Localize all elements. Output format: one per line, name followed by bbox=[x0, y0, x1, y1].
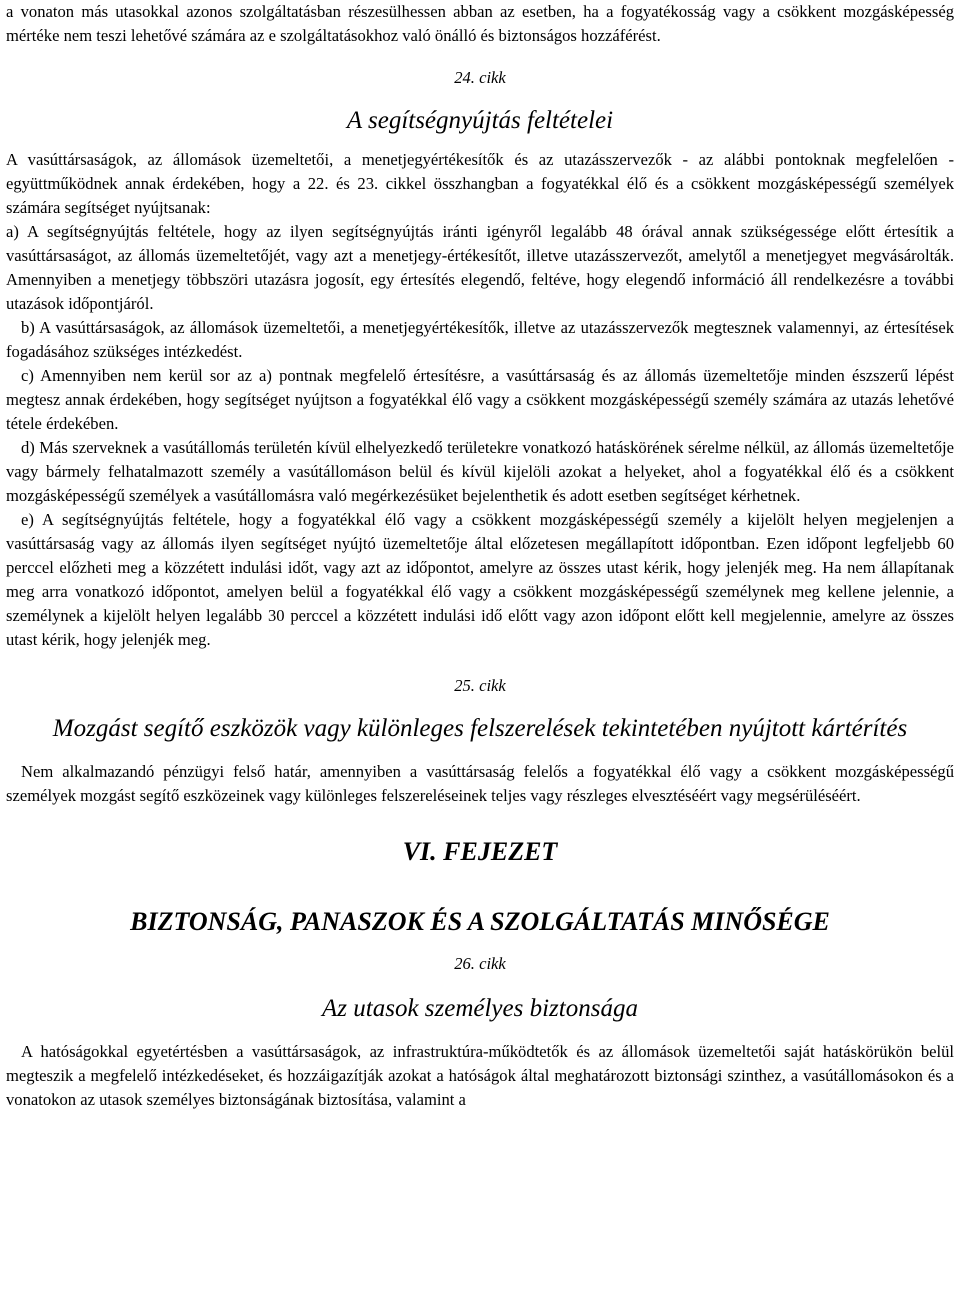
article-24-intro: A vasúttársaságok, az állomások üzemeltetői, a menetjegyértékesítők és az utazásszervezők - az alábbi pontoknak megfelelően - együttműködnek annak érdekében, hogy a 22. és 23. cikkel összhangban a fogyatékkal élő és a csökkent mozgásképességű személyek számára segítséget nyújtsanak: bbox=[6, 150, 954, 217]
intro-paragraph: a vonaton más utasokkal azonos szolgáltatásban részesülhessen abban az esetben, ha a fogyatékosság vagy a csökkent mozgásképesség mértéke nem teszi lehetővé számára az e szolgáltatásokhoz való önálló és biztonságos hozzáférést. bbox=[6, 2, 954, 45]
chapter-number: VI. FEJEZET bbox=[402, 837, 558, 866]
article-24-point-c: c) Amennyiben nem kerül sor az a) pontnak megfelelő értesítésre, a vasúttársaság és az állomás üzemeltetője minden észszerű lépést megtesz annak érdekében, hogy segítséget nyújtson a fogyatékkal élő vagy a csökkent mozgásképességű személy számára az utazás lehetővé tétele érdekében. bbox=[6, 366, 954, 433]
article-25-title: Mozgást segítő eszközök vagy különleges felszerelések tekintetében nyújtott kártérítés bbox=[52, 715, 908, 742]
article-25-number: 25. cikk bbox=[454, 676, 506, 695]
article-26-title: Az utasok személyes biztonsága bbox=[322, 995, 638, 1022]
article-24-point-e: e) A segítségnyújtás feltétele, hogy a fogyatékkal élő vagy a csökkent mozgásképességű személy a kijelölt helyen megjelenjen a vasúttársaság vagy az állomás ilyen segítséget nyújtó üzemeltetője által előzetesen megállapított időpontban. Ezen időpont legfeljebb 60 perccel előzheti meg a közzétett indulási időt, vagy azt az időpontot, amelyre az összes utast kérik, hogy jelenjék meg. Ha nem állapítanak meg arra vonatkozó időpontot, amelyen belül a fogyatékkal élő vagy a csökkent mozgásképességű személynek meg kellene jelennie, a személynek a kijelölt helyen legalább 30 perccel a közzétett indulási idő előtt vagy azon időpont előtt kell megjelennie, amelyre az összes utast kérik, hogy jelenjék meg. bbox=[6, 510, 954, 649]
chapter-title: BIZTONSÁG, PANASZOK ÉS A SZOLGÁLTATÁS MINŐSÉGE bbox=[130, 907, 830, 936]
article-26-body: A hatóságokkal egyetértésben a vasúttársaságok, az infrastruktúra-működtetők és az állomások üzemeltetői saját hatáskörükön belül megteszik a megfelelő intézkedéseket, és hozzáigazítják azokat a hatóságok által meghatározott biztonsági szinthez, a vasútállomásokon és a vonatokon az utasok személyes biztonságának biztosítása, valamint a bbox=[6, 1042, 954, 1109]
document-page bbox=[6, 0, 954, 1112]
article-24-point-a: a) A segítségnyújtás feltétele, hogy az ilyen segítségnyújtás iránti igényről legalább 48 órával annak szükségessége előtt értesítik a vasúttársaságot, az állomás üzemeltetőjét, vagy azt a menetjegy-értékesítőt, illetve utazásszervezőt, amelytől a menetjegyet megvásárolták. Amennyiben a menetjegy többszöri utazásra jogosít, egy értesítés elegendő, feltéve, hogy elegendő információ áll rendelkezésre a további utazások időpontjáról. bbox=[6, 222, 954, 313]
article-24-title: A segítségnyújtás feltételei bbox=[346, 107, 614, 134]
article-24-point-b: b) A vasúttársaságok, az állomások üzemeltetői, a menetjegyértékesítők, illetve az utazásszervezők megtesznek valamennyi, az értesítések fogadásához szükséges intézkedést. bbox=[6, 318, 954, 361]
article-24-number: 24. cikk bbox=[454, 68, 506, 87]
article-24-point-d: d) Más szerveknek a vasútállomás területén kívül elhelyezkedő területekre vonatkozó hatáskörének sérelme nélkül, az állomás üzemeltetője vagy bármely felhatalmazott személy a vasútállomáson belül és kívül kijelöli azokat a helyeket, ahol a fogyatékkal élő és a csökkent mozgásképességű személyek a vasútállomásra való megérkezésüket bejelenthetik és adott esetben segítséget kérhetnek. bbox=[6, 438, 954, 505]
article-25-body: Nem alkalmazandó pénzügyi felső határ, amennyiben a vasúttársaság felelős a fogyatékkal élő vagy a csökkent mozgásképességű személyek mozgást segítő eszközeinek vagy különleges felszereléseinek teljes vagy részleges elvesztéséért vagy megsérüléséért. bbox=[6, 762, 954, 805]
article-26-number: 26. cikk bbox=[454, 954, 506, 973]
